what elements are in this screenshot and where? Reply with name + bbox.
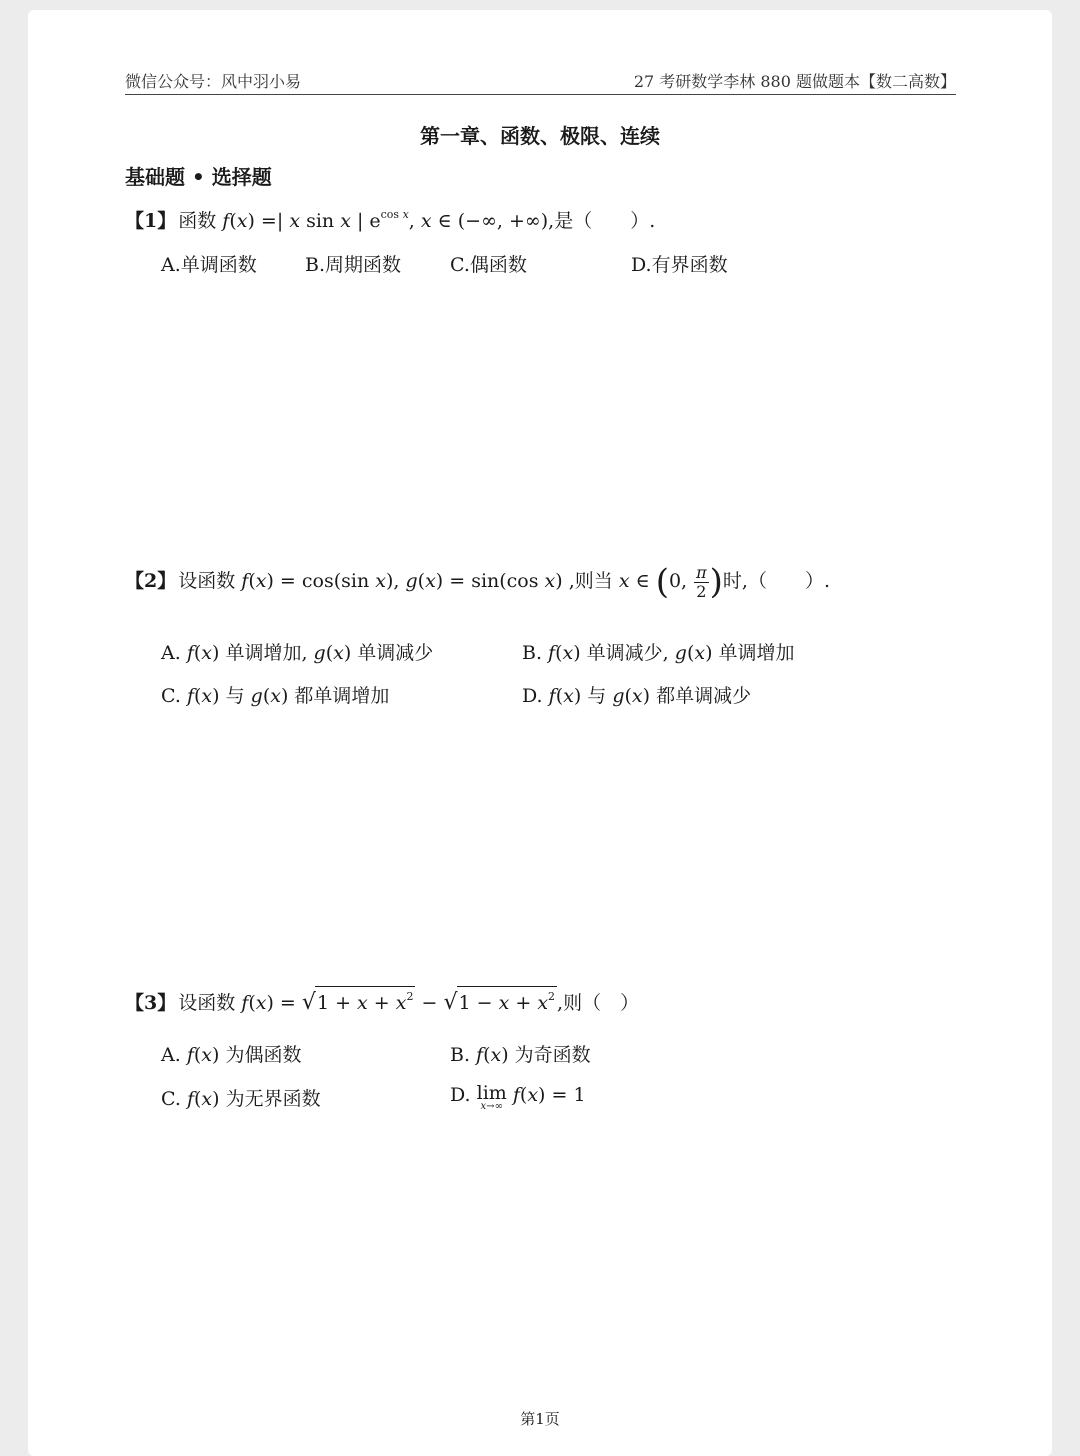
question-prefix: 函数 — [178, 210, 217, 232]
option-b: B.周期函数 — [305, 254, 402, 276]
chapter-title: 第一章、函数、极限、连续 — [420, 124, 660, 148]
formula: f(x) = cos(sin x), g(x) = sin(cos x) ,则当 x ∈ (0, $\frac{\pi}{2}$ ) — [241, 562, 723, 602]
option-a: A.单调函数 — [161, 254, 257, 276]
question-number: 【3】 — [125, 992, 177, 1014]
page-number: 第1页 — [520, 1410, 560, 1428]
page-header — [125, 68, 956, 95]
formula: f(x) =| x sin x | $e^{cos x}$, x ∈ (−∞, +∞) — [222, 208, 549, 232]
option-a: A. f(x) 单调增加, g(x) 单调减少 — [161, 642, 434, 664]
option-b: B. f(x) 为奇函数 — [450, 1044, 591, 1066]
question-suffix: ,是（ ）. — [548, 210, 656, 232]
question-1 — [125, 206, 655, 233]
option-c: C.偶函数 — [450, 254, 527, 276]
question-prefix: 设函数 — [178, 992, 236, 1014]
question-2 — [125, 562, 830, 602]
header-right-text: 27 考研数学李林 880 题做题本【数二高数】 — [633, 72, 956, 91]
option-d: D. f(x) 与 g(x) 都单调减少 — [522, 685, 752, 707]
question-number: 【2】 — [125, 570, 177, 592]
question-suffix: ,则（ ） — [557, 992, 640, 1014]
formula: $f(x) = √1 + x + x^2 - √1 - x + x^2$ — [241, 992, 557, 1014]
option-b: B. f(x) 单调减少, g(x) 单调增加 — [522, 642, 795, 664]
question-suffix: 时,（ ）. — [722, 570, 830, 592]
question-number: 【1】 — [125, 210, 177, 232]
option-a: A. f(x) 为偶函数 — [161, 1044, 302, 1066]
option-d: D. lim x→∞ f(x) = 1 — [450, 1082, 586, 1112]
document-page — [28, 10, 1052, 1456]
section-title: 基础题 • 选择题 — [125, 165, 272, 189]
option-c: C. f(x) 为无界函数 — [161, 1088, 321, 1110]
question-prefix: 设函数 — [178, 570, 236, 592]
option-d: D.有界函数 — [631, 254, 728, 276]
header-left-text: 微信公众号：风中羽小易 — [125, 72, 302, 91]
question-3 — [125, 986, 639, 1015]
option-c: C. f(x) 与 g(x) 都单调增加 — [161, 685, 390, 707]
